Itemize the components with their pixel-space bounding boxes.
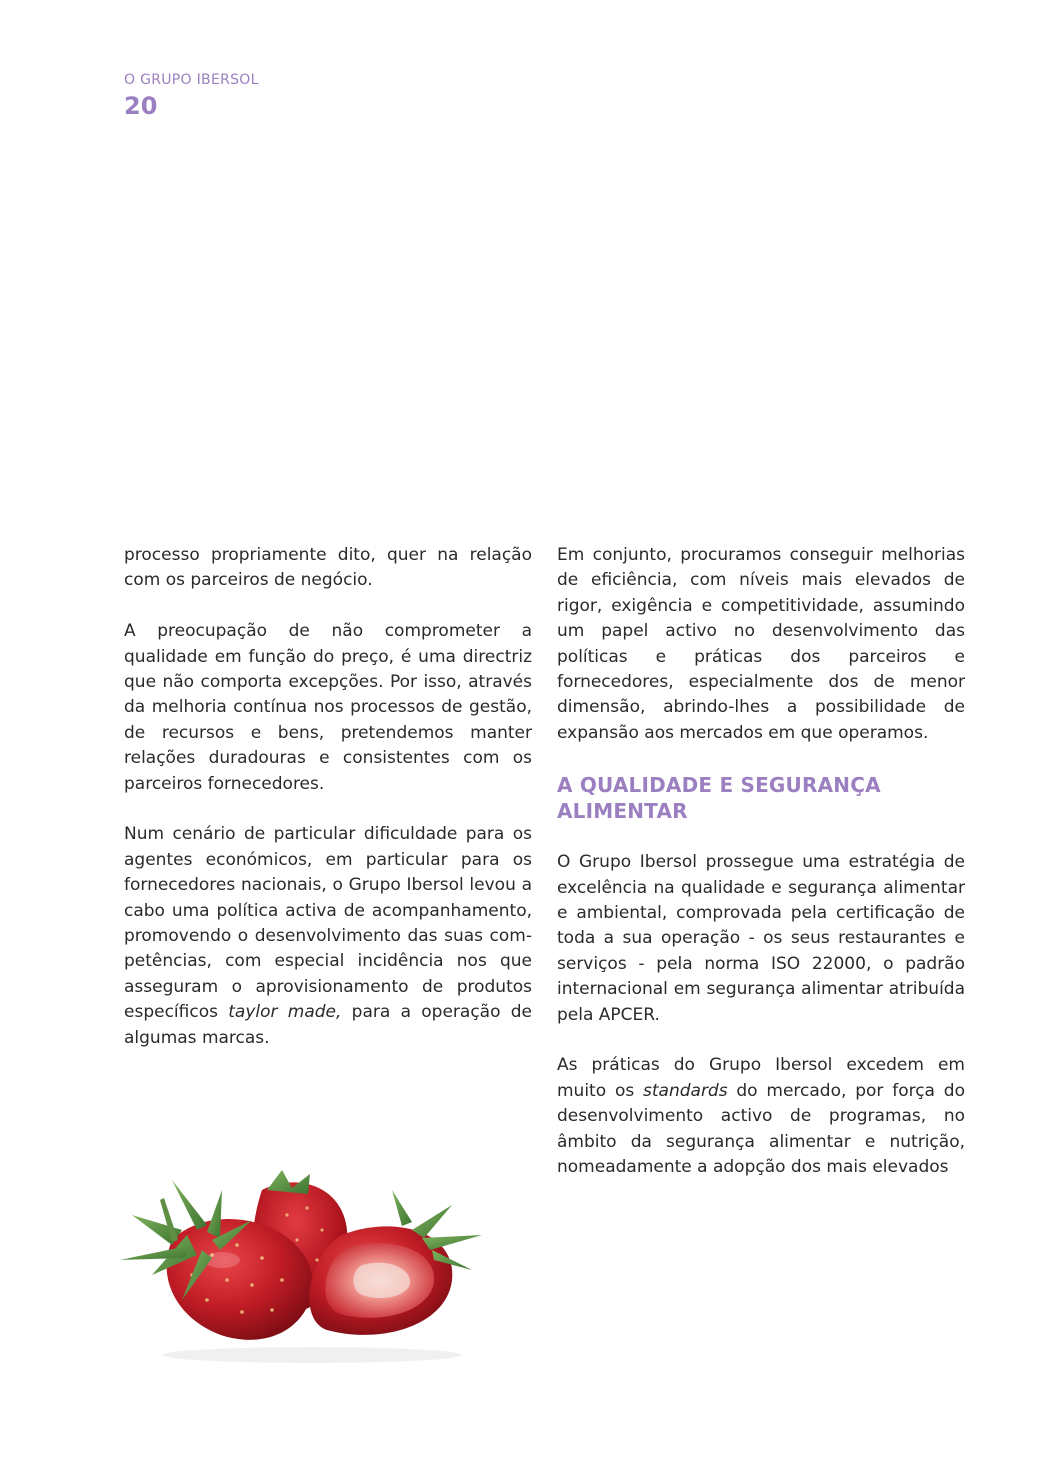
right-column (557, 543, 965, 1181)
right-paragraph-3 (557, 1053, 965, 1180)
left-paragraph-1: processo propriamente dito, quer na relação com os parceiros de negócio. (124, 545, 532, 591)
section-heading (557, 772, 965, 824)
strawberries-image (112, 1160, 492, 1370)
page-number: 20 (124, 92, 158, 120)
right-paragraph-2: O Grupo Ibersol prossegue uma estratégia de excelência na qualidade e segurança alimentar e ambiental, comprovada pela certificação de toda a sua operação - os seus restaurantes e serviços - pela norma ISO 22000, o padrão internacional em segurança alimentar atribuída pela APCER. (557, 852, 965, 1025)
right-paragraph-1: Em conjunto, procuramos conseguir melhorias de eficiência, com níveis mais elevados de rigor, exigência e competitividade, assumindo um papel activo no desenvolvimento das políticas e práticas dos parceiros e fornecedores, especialmente dos de menor dimensão, abrindo-lhes a possibilidade de expansão aos mercados em que operamos. (557, 545, 965, 743)
left-paragraph-3-text-a: Num cenário de particular dificuldade para os agentes económicos, em particular para os fornecedores nacionais, o Grupo Ibersol levou a cabo uma política activa de acompanhamento, promovendo o desenvolvimento das suas com-petências, com especial incidência nos que asseguram o aprovisionamento de produtos específicos (124, 824, 532, 1023)
left-paragraph-3 (124, 822, 532, 1051)
right-paragraph-3-text-b: do mercado, por força do desenvolvimento activo de programas, no âmbito da segurança alimentar e nutrição, nomeadamente a adopção dos mais elevados (557, 1080, 965, 1178)
section-heading-line-2: ALIMENTAR (557, 799, 688, 824)
running-head: O GRUPO IBERSOL (124, 72, 259, 88)
left-column (124, 543, 532, 1051)
right-paragraph-3-italic: standards (643, 1080, 728, 1101)
left-paragraph-3-italic: taylor made, (228, 1002, 342, 1023)
left-paragraph-3-text-b: para a operação de algumas marcas. (124, 1002, 533, 1048)
section-heading-line-1: A QUALIDADE E SEGURANÇA (557, 773, 881, 798)
left-paragraph-2: A preocupação de não comprometer a qualidade em função do preço, é uma directriz que não comporta excepções. Por isso, através da melhoria contínua nos processos de gestão, de recursos e bens, pretendemos manter relações duradouras e consistentes com os parceiros fornecedores. (124, 621, 532, 794)
right-paragraph-3-text-a: As práticas do Grupo Ibersol excedem em muito os (557, 1055, 965, 1101)
